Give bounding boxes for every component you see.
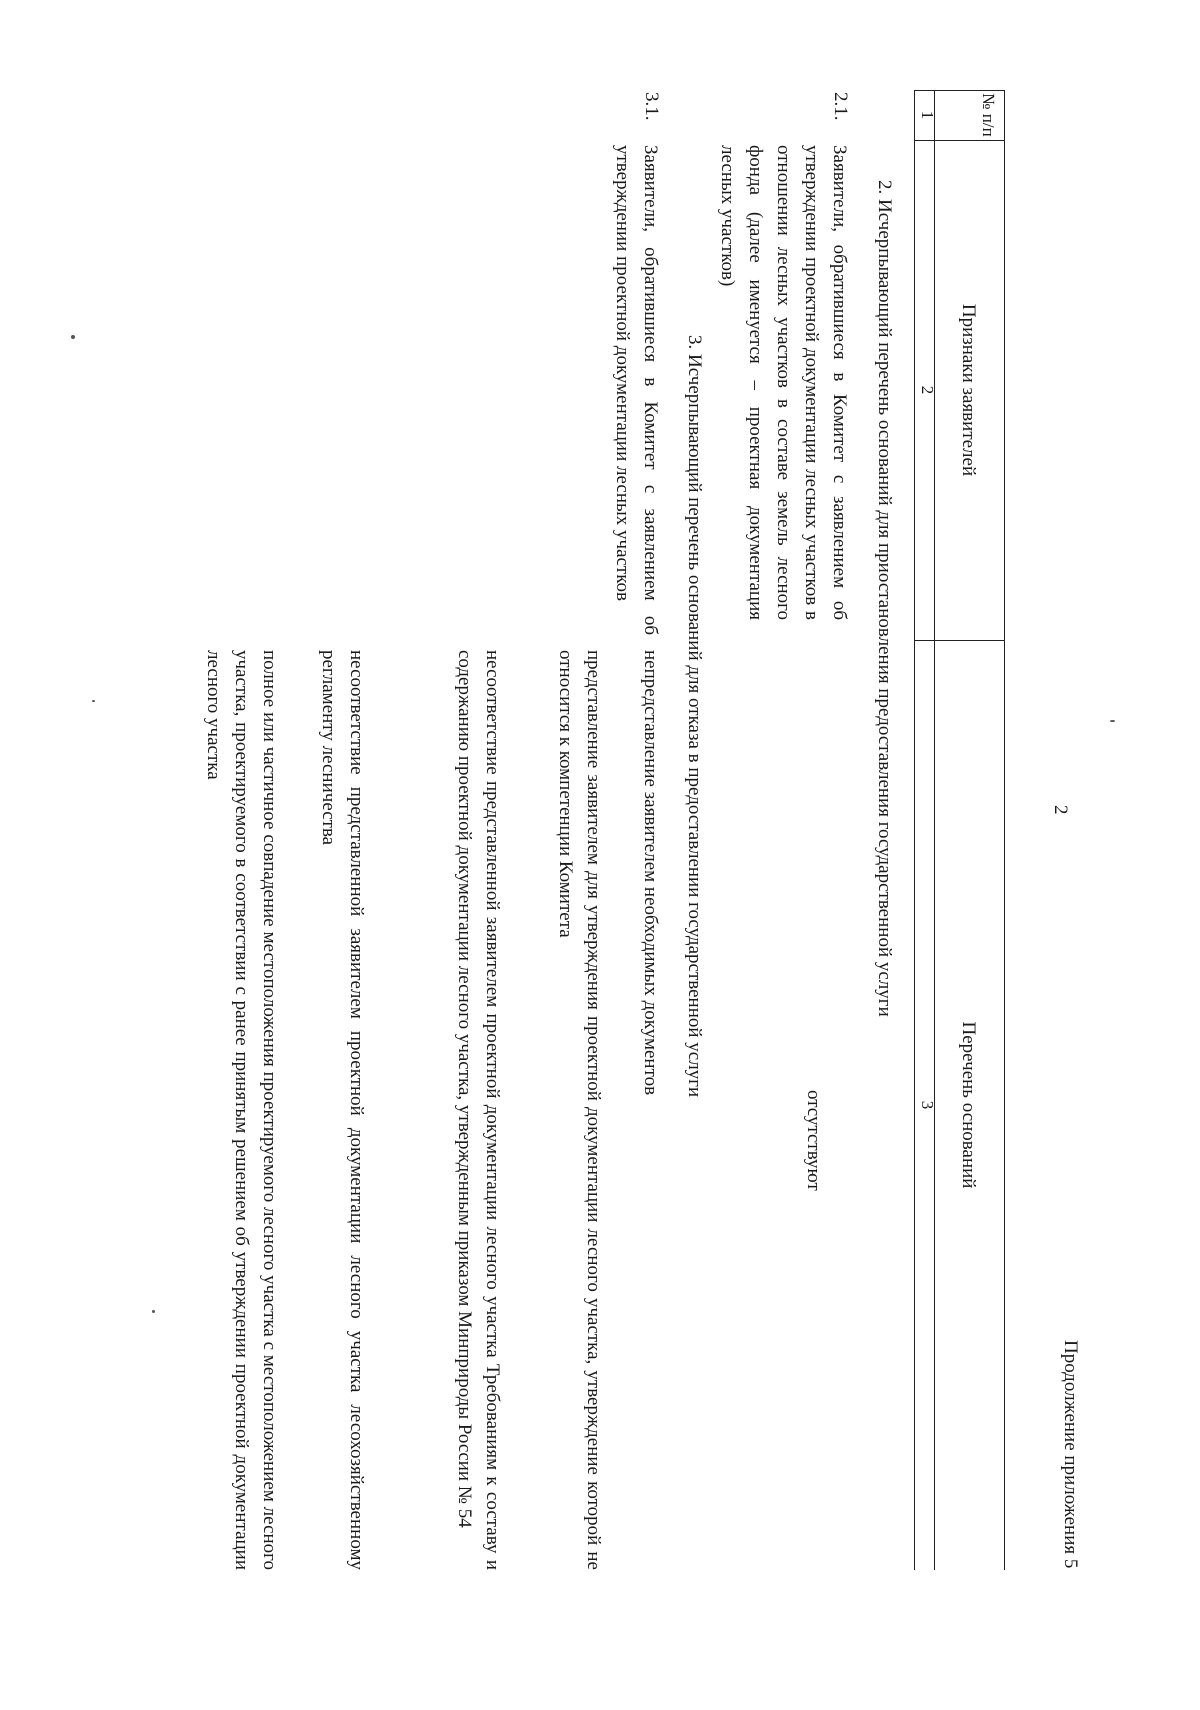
section-3-title: 3. Исчерпывающий перечень оснований для отказа в предоставлении государственной услуги — [684, 335, 705, 1098]
row-3-1-ground-4: несоответствие представленной заявителем проектной документации лесного участка лесохозяйственному регламенту лесничества — [318, 650, 367, 1570]
table-top-border — [1004, 90, 1005, 1570]
scan-speck — [92, 700, 95, 702]
header-cell-number: № п/п — [979, 93, 998, 137]
row-2-1-applicants: Заявители, обратившиеся в Комитет с заявлением об утверждении проектной документации лесных участков в отношении лесных участков в составе земель лесного фонда (далее именуется – проектная документация лесных участков) — [717, 145, 850, 620]
row-3-1-applicants: Заявители, обратившиеся в Комитет с заявлением об утверждении проектной документации лесных участков — [612, 145, 661, 635]
continuation-note: Продолжение приложения 5 — [1060, 1340, 1081, 1569]
section-2-title: 2. Исчерпывающий перечень оснований для приостановления предоставления государственной услуги — [874, 180, 895, 1017]
scan-speck — [1110, 720, 1115, 722]
header-cell-applicants: Признаки заявителей — [958, 303, 979, 477]
row-3-1-ground-1: непредставление заявителем необходимых документов — [640, 650, 661, 1096]
row-2-1-grounds: отсутствуют — [803, 1090, 824, 1191]
column-number-2: 2 — [918, 385, 937, 395]
row-2-1-number: 2.1. — [830, 92, 851, 121]
rotated-content — [35, 80, 1081, 1620]
scan-speck — [71, 335, 75, 339]
scan-speck — [152, 1310, 155, 1313]
column-number-1: 1 — [918, 110, 937, 120]
column-number-3: 3 — [918, 1100, 937, 1110]
row-3-1-ground-5: полное или частичное совпадение местоположения проектируемого лесного участка с местоположением лесного участка, проектируемого в соответствии с ранее принятым решением об утверждении проектной документации лесного участка — [203, 650, 280, 1570]
table-number-row-divider — [914, 90, 915, 1570]
row-3-1-ground-3: несоответствие представленной заявителем проектной документации лесного участка Требованиям к составу и содержанию проектной документации лесного участка, утвержденным приказом Минприроды России № 54 — [454, 650, 503, 1570]
row-3-1-number: 3.1. — [641, 92, 662, 121]
header-cell-grounds: Перечень оснований — [958, 1021, 979, 1189]
row-3-1-ground-2: представление заявителем для утверждения проектной документации лесного участка, утверждение которой не относится к компетенции Комитета — [555, 650, 604, 1570]
page-number: 2 — [1050, 805, 1071, 815]
